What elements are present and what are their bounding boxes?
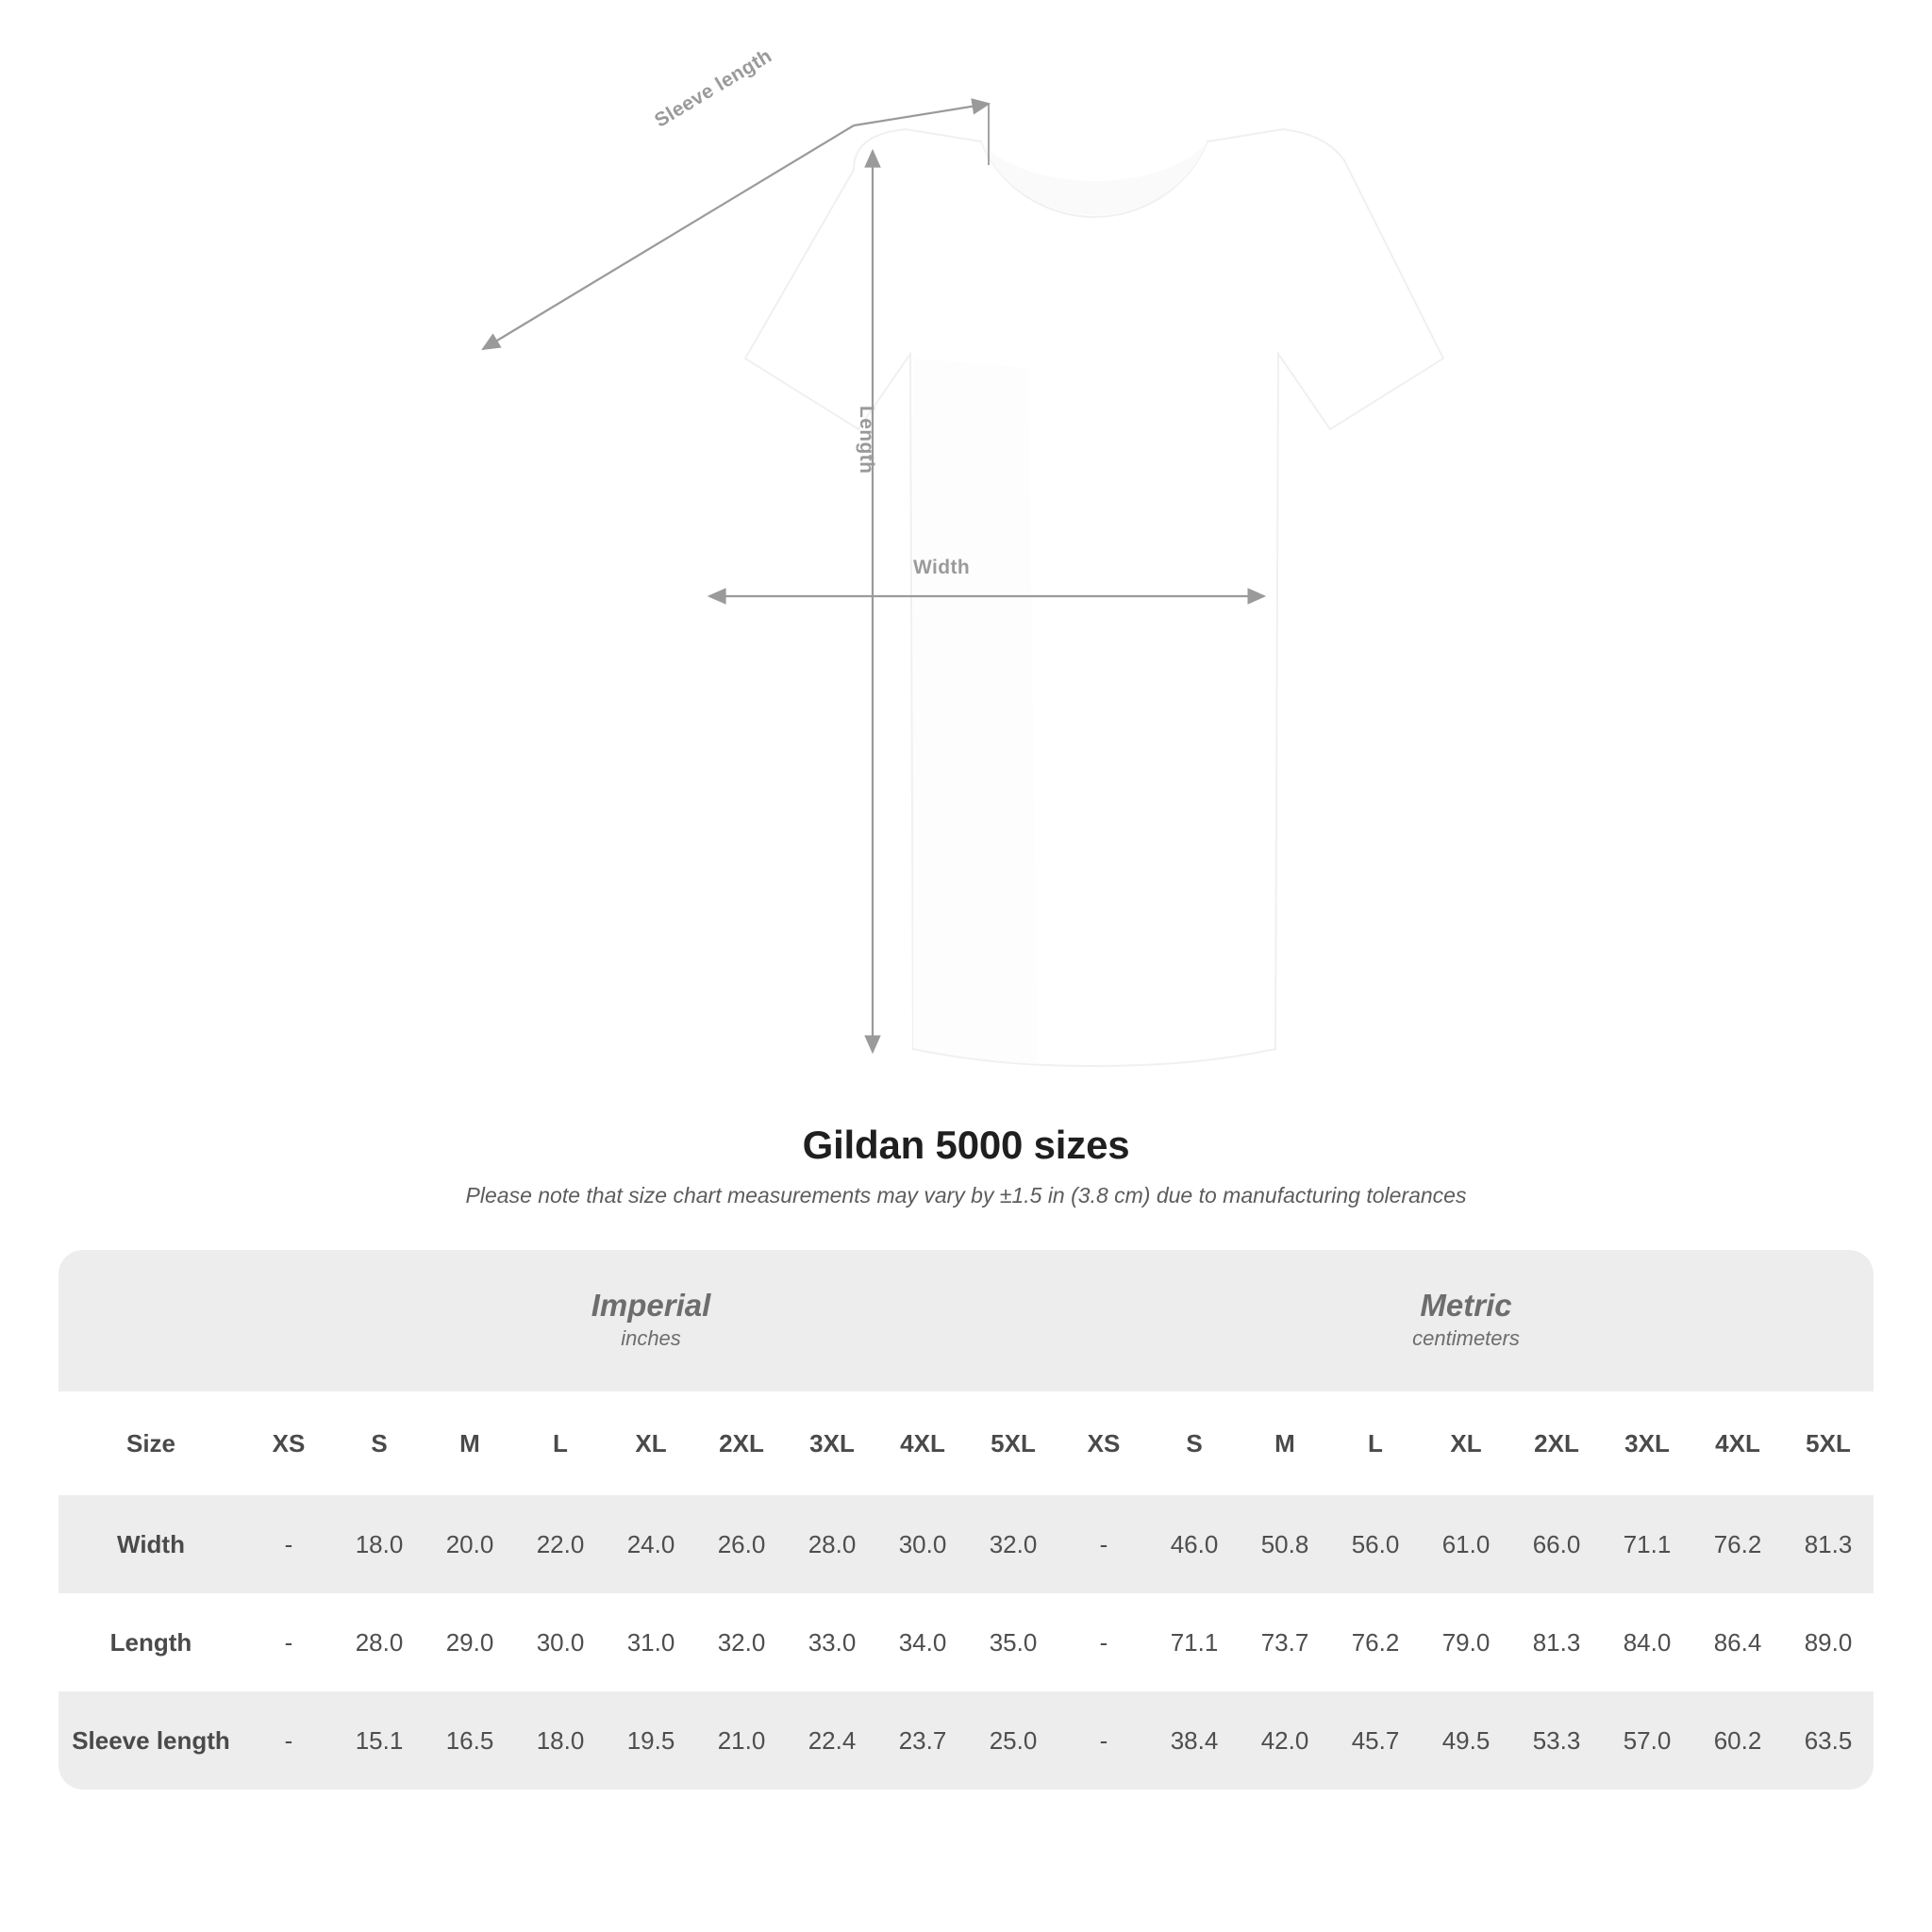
row-label: Width [58, 1495, 243, 1593]
size-row-label: Size [58, 1391, 243, 1495]
unit-header-metric [1058, 1250, 1874, 1391]
width-label: Width [913, 557, 971, 578]
size-header-cell: 2XL [696, 1391, 787, 1495]
cell-metric: - [1058, 1691, 1149, 1790]
cell-imperial: 30.0 [877, 1495, 968, 1593]
table-row [58, 1593, 1874, 1691]
cell-imperial: - [243, 1593, 334, 1691]
cell-imperial: 18.0 [334, 1495, 425, 1593]
cell-metric: 49.5 [1421, 1691, 1511, 1790]
table-size-row [58, 1391, 1874, 1495]
cell-imperial: 28.0 [334, 1593, 425, 1691]
unit-subtitle: inches [621, 1326, 681, 1351]
unit-header-spacer [58, 1250, 243, 1391]
cell-imperial: 21.0 [696, 1691, 787, 1790]
cell-metric: 81.3 [1783, 1495, 1874, 1593]
unit-header-imperial [243, 1250, 1058, 1391]
cell-imperial: 32.0 [696, 1593, 787, 1691]
size-header-cell: L [515, 1391, 606, 1495]
cell-metric: 79.0 [1421, 1593, 1511, 1691]
cell-imperial: 33.0 [787, 1593, 877, 1691]
cell-metric: 81.3 [1511, 1593, 1602, 1691]
cell-metric: 84.0 [1602, 1593, 1692, 1691]
cell-imperial: 22.4 [787, 1691, 877, 1790]
sleeve-length-label: Sleeve length [651, 44, 776, 132]
cell-imperial: - [243, 1495, 334, 1593]
size-header-cell: 3XL [1602, 1391, 1692, 1495]
cell-imperial: 22.0 [515, 1495, 606, 1593]
length-label: Length [856, 406, 877, 475]
cell-metric: 57.0 [1602, 1691, 1692, 1790]
size-table-container [58, 1250, 1874, 1790]
cell-metric: 42.0 [1240, 1691, 1330, 1790]
size-header-cell: XS [243, 1391, 334, 1495]
cell-metric: 63.5 [1783, 1691, 1874, 1790]
table-row [58, 1691, 1874, 1790]
size-header-cell: S [1149, 1391, 1240, 1495]
table-unit-header-row [58, 1250, 1874, 1391]
cell-metric: 86.4 [1692, 1593, 1783, 1691]
cell-metric: - [1058, 1593, 1149, 1691]
row-label: Sleeve length [58, 1691, 243, 1790]
size-table [58, 1250, 1874, 1790]
cell-metric: 71.1 [1149, 1593, 1240, 1691]
size-header-cell: 4XL [1692, 1391, 1783, 1495]
cell-metric: 73.7 [1240, 1593, 1330, 1691]
cell-metric: 76.2 [1692, 1495, 1783, 1593]
cell-metric: 76.2 [1330, 1593, 1421, 1691]
cell-metric: 66.0 [1511, 1495, 1602, 1593]
cell-imperial: 25.0 [968, 1691, 1058, 1790]
size-header-cell: XS [1058, 1391, 1149, 1495]
table-row [58, 1495, 1874, 1593]
cell-imperial: 28.0 [787, 1495, 877, 1593]
cell-metric: 71.1 [1602, 1495, 1692, 1593]
cell-metric: 50.8 [1240, 1495, 1330, 1593]
unit-subtitle: centimeters [1412, 1326, 1520, 1351]
cell-metric: 56.0 [1330, 1495, 1421, 1593]
unit-name: Metric [1420, 1287, 1512, 1323]
size-header-cell: S [334, 1391, 425, 1495]
cell-imperial: 31.0 [606, 1593, 696, 1691]
size-header-cell: L [1330, 1391, 1421, 1495]
cell-metric: - [1058, 1495, 1149, 1593]
heading-block [0, 1123, 1932, 1208]
tolerance-note: Please note that size chart measurements may vary by ±1.5 in (3.8 cm) due to manufacturing tolerances [465, 1183, 1467, 1208]
size-header-cell: XL [606, 1391, 696, 1495]
cell-metric: 89.0 [1783, 1593, 1874, 1691]
cell-metric: 46.0 [1149, 1495, 1240, 1593]
cell-imperial: 32.0 [968, 1495, 1058, 1593]
shirt-shape [745, 129, 1443, 1066]
cell-imperial: 18.0 [515, 1691, 606, 1790]
cell-imperial: 35.0 [968, 1593, 1058, 1691]
cell-imperial: 29.0 [425, 1593, 515, 1691]
size-header-cell: M [425, 1391, 515, 1495]
cell-imperial: 24.0 [606, 1495, 696, 1593]
cell-imperial: 30.0 [515, 1593, 606, 1691]
cell-metric: 60.2 [1692, 1691, 1783, 1790]
cell-imperial: 19.5 [606, 1691, 696, 1790]
cell-imperial: 34.0 [877, 1593, 968, 1691]
cell-imperial: 16.5 [425, 1691, 515, 1790]
size-header-cell: 5XL [1783, 1391, 1874, 1495]
size-header-cell: XL [1421, 1391, 1511, 1495]
size-header-cell: 5XL [968, 1391, 1058, 1495]
cell-metric: 53.3 [1511, 1691, 1602, 1790]
cell-imperial: 15.1 [334, 1691, 425, 1790]
row-label: Length [58, 1593, 243, 1691]
cell-imperial: 23.7 [877, 1691, 968, 1790]
cell-imperial: - [243, 1691, 334, 1790]
cell-metric: 45.7 [1330, 1691, 1421, 1790]
size-header-cell: 4XL [877, 1391, 968, 1495]
cell-metric: 38.4 [1149, 1691, 1240, 1790]
cell-imperial: 20.0 [425, 1495, 515, 1593]
page-title: Gildan 5000 sizes [802, 1123, 1130, 1167]
cell-imperial: 26.0 [696, 1495, 787, 1593]
unit-name: Imperial [591, 1287, 711, 1323]
size-header-cell: 3XL [787, 1391, 877, 1495]
cell-metric: 61.0 [1421, 1495, 1511, 1593]
size-header-cell: 2XL [1511, 1391, 1602, 1495]
size-header-cell: M [1240, 1391, 1330, 1495]
